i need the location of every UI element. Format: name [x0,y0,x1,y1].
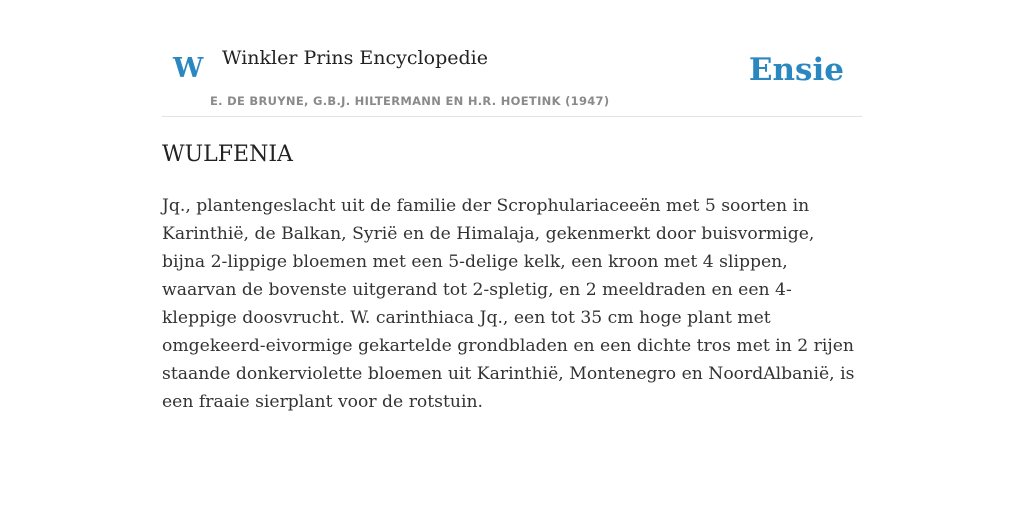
ensie-logo-link[interactable]: Ensie [748,52,844,88]
source-header [162,0,862,117]
publication-logo-icon[interactable]: W [173,53,204,84]
entry-title: WULFENIA [162,142,293,167]
publication-title[interactable]: Winkler Prins Encyclopedie [222,47,488,69]
entry-body: Jq., plantengeslacht uit de familie der Scrophulariaceeën met 5 soorten in Karinthië, de Balkan, Syrië en de Himalaja, gekenmerkt door buisvormige, bijna 2-lippige bloemen met een 5-delige kelk, een kroon met 4 slippen, waarvan de bovenste uitgerand tot 2-spletig, en 2 meeldraden en een 4-kleppige doosvrucht. W. carinthiaca Jq., een tot 35 cm hoge plant met omgekeerd-eivormige gekartelde grondbladen en een dichte tros met in 2 rijen staande donkerviolette bloemen uit Karinthië, Montenegro en NoordAlbanië, is een fraaie sierplant voor de rotstuin. [162,196,855,412]
publication-authors: E. DE BRUYNE, G.B.J. HILTERMANN EN H.R. HOETINK (1947) [210,94,610,108]
